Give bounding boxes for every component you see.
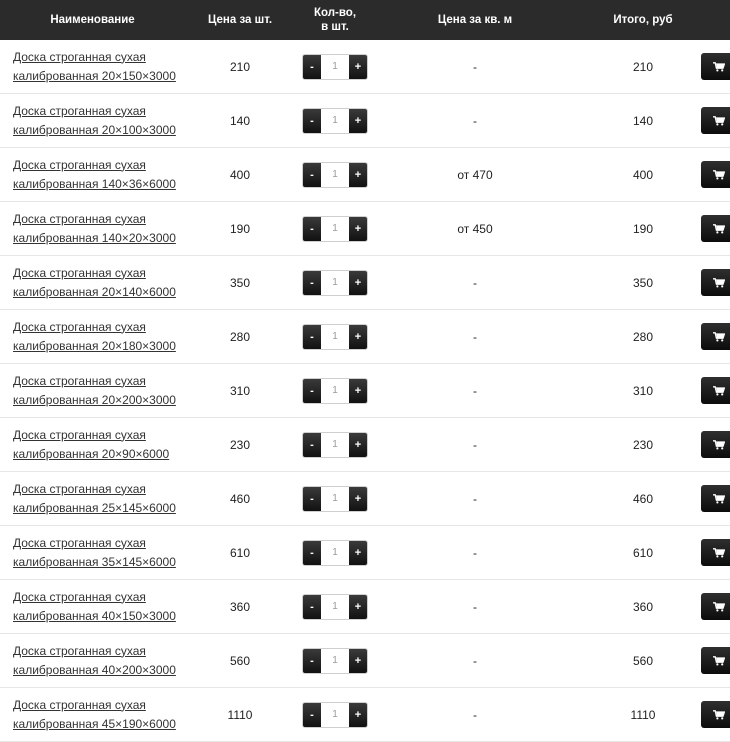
product-link[interactable] <box>13 480 185 518</box>
increment-button[interactable]: + <box>349 271 367 295</box>
add-to-cart-button[interactable] <box>701 431 730 458</box>
row-total: 280 <box>632 329 654 344</box>
table-row <box>0 256 730 310</box>
table-header <box>0 0 730 40</box>
price-per-sqm: - <box>473 491 477 506</box>
increment-button[interactable]: + <box>349 379 367 403</box>
quantity-stepper <box>302 108 368 134</box>
shopping-cart-icon <box>713 656 725 666</box>
table-row <box>0 202 730 256</box>
quantity-input[interactable] <box>321 217 349 241</box>
product-name-line1: Доска строганная сухая <box>13 319 146 334</box>
decrement-button[interactable]: - <box>303 703 321 727</box>
header-quantity-line2: в шт. <box>321 21 349 33</box>
decrement-button[interactable]: - <box>303 649 321 673</box>
table-row <box>0 364 730 418</box>
increment-button[interactable]: + <box>349 325 367 349</box>
decrement-button[interactable]: - <box>303 433 321 457</box>
product-link[interactable] <box>13 696 185 734</box>
product-link[interactable] <box>13 372 185 410</box>
increment-button[interactable]: + <box>349 703 367 727</box>
header-price: Цена за шт. <box>207 14 273 26</box>
header-total: Итого, руб <box>613 14 673 26</box>
unit-price: 360 <box>229 599 251 614</box>
price-per-sqm: - <box>473 59 477 74</box>
decrement-button[interactable]: - <box>303 541 321 565</box>
decrement-button[interactable]: - <box>303 271 321 295</box>
product-name-line1: Доска строганная сухая <box>13 49 146 64</box>
row-total: 1110 <box>630 707 656 722</box>
increment-button[interactable]: + <box>349 163 367 187</box>
decrement-button[interactable]: - <box>303 55 321 79</box>
product-name-line2: калиброванная 140×36×6000 <box>13 176 176 191</box>
unit-price: 280 <box>229 329 251 344</box>
table-row <box>0 688 730 742</box>
unit-price: 400 <box>229 167 251 182</box>
shopping-cart-icon <box>713 494 725 504</box>
table-row <box>0 310 730 364</box>
product-name-line1: Доска строганная сухая <box>13 535 146 550</box>
quantity-input[interactable] <box>321 433 349 457</box>
shopping-cart-icon <box>713 116 725 126</box>
product-name-line2: калиброванная 45×190×6000 <box>13 716 176 731</box>
product-name-line2: калиброванная 25×145×6000 <box>13 500 176 515</box>
shopping-cart-icon <box>713 440 725 450</box>
add-to-cart-button[interactable] <box>701 377 730 404</box>
shopping-cart-icon <box>713 710 725 720</box>
product-name-line2: калиброванная 20×150×3000 <box>13 68 176 83</box>
price-per-sqm: - <box>473 113 477 128</box>
product-link[interactable] <box>13 48 185 86</box>
price-per-sqm: - <box>473 599 477 614</box>
product-name-line1: Доска строганная сухая <box>13 211 146 226</box>
row-total: 210 <box>632 59 654 74</box>
row-total: 230 <box>632 437 654 452</box>
product-name-line1: Доска строганная сухая <box>13 481 146 496</box>
product-name-line1: Доска строганная сухая <box>13 427 146 442</box>
price-per-sqm: - <box>473 275 477 290</box>
increment-button[interactable]: + <box>349 55 367 79</box>
table-row <box>0 418 730 472</box>
table-row <box>0 472 730 526</box>
quantity-stepper <box>302 162 368 188</box>
price-per-sqm: от 450 <box>457 221 493 236</box>
product-link[interactable] <box>13 156 185 194</box>
increment-button[interactable]: + <box>349 433 367 457</box>
unit-price: 610 <box>229 545 251 560</box>
quantity-input[interactable] <box>321 541 349 565</box>
quantity-stepper <box>302 216 368 242</box>
shopping-cart-icon <box>713 224 725 234</box>
price-per-sqm: - <box>473 383 477 398</box>
row-total: 140 <box>632 113 654 128</box>
header-quantity-line1: Кол-во, <box>313 7 357 19</box>
table-row <box>0 634 730 688</box>
unit-price: 190 <box>229 221 251 236</box>
row-total: 360 <box>632 599 654 614</box>
decrement-button[interactable]: - <box>303 325 321 349</box>
increment-button[interactable]: + <box>349 541 367 565</box>
add-to-cart-button[interactable] <box>701 323 730 350</box>
quantity-stepper <box>302 648 368 674</box>
price-per-sqm: - <box>473 329 477 344</box>
quantity-input[interactable] <box>321 271 349 295</box>
product-name-line2: калиброванная 35×145×6000 <box>13 554 176 569</box>
add-to-cart-button[interactable] <box>701 53 730 80</box>
product-name-line2: калиброванная 20×200×3000 <box>13 392 176 407</box>
add-to-cart-button[interactable] <box>701 593 730 620</box>
shopping-cart-icon <box>713 332 725 342</box>
unit-price: 1110 <box>227 707 253 722</box>
row-total: 560 <box>632 653 654 668</box>
product-name-line1: Доска строганная сухая <box>13 697 146 712</box>
quantity-input[interactable] <box>321 163 349 187</box>
product-name-line2: калиброванная 140×20×3000 <box>13 230 176 245</box>
quantity-stepper <box>302 432 368 458</box>
quantity-input[interactable] <box>321 109 349 133</box>
shopping-cart-icon <box>713 386 725 396</box>
quantity-stepper <box>302 324 368 350</box>
quantity-stepper <box>302 54 368 80</box>
table-body <box>0 40 730 742</box>
add-to-cart-button[interactable] <box>701 701 730 728</box>
add-to-cart-button[interactable] <box>701 539 730 566</box>
shopping-cart-icon <box>713 62 725 72</box>
product-link[interactable] <box>13 102 185 140</box>
product-name-line1: Доска строганная сухая <box>13 589 146 604</box>
product-name-line2: калиброванная 40×200×3000 <box>13 662 176 677</box>
product-name-line2: калиброванная 20×140×6000 <box>13 284 176 299</box>
product-link[interactable] <box>13 264 185 302</box>
product-link[interactable] <box>13 642 185 680</box>
header-name: Наименование <box>50 14 135 26</box>
row-total: 310 <box>632 383 654 398</box>
decrement-button[interactable]: - <box>303 595 321 619</box>
unit-price: 210 <box>229 59 251 74</box>
decrement-button[interactable]: - <box>303 109 321 133</box>
add-to-cart-button[interactable] <box>701 161 730 188</box>
increment-button[interactable]: + <box>349 217 367 241</box>
table-row <box>0 94 730 148</box>
unit-price: 230 <box>229 437 251 452</box>
product-name-line1: Доска строганная сухая <box>13 157 146 172</box>
product-name-line2: калиброванная 20×100×3000 <box>13 122 176 137</box>
shopping-cart-icon <box>713 602 725 612</box>
row-total: 350 <box>632 275 654 290</box>
quantity-input[interactable] <box>321 487 349 511</box>
quantity-stepper <box>302 378 368 404</box>
add-to-cart-button[interactable] <box>701 647 730 674</box>
shopping-cart-icon <box>713 278 725 288</box>
row-total: 400 <box>632 167 654 182</box>
row-total: 190 <box>632 221 654 236</box>
product-link[interactable] <box>13 588 185 626</box>
decrement-button[interactable]: - <box>303 487 321 511</box>
header-price-per-sqm: Цена за кв. м <box>437 14 513 26</box>
add-to-cart-button[interactable] <box>701 269 730 296</box>
quantity-input[interactable] <box>321 55 349 79</box>
price-per-sqm: - <box>473 653 477 668</box>
product-name-line2: калиброванная 20×90×6000 <box>13 446 170 461</box>
product-link[interactable] <box>13 426 185 464</box>
product-name-line1: Доска строганная сухая <box>13 373 146 388</box>
product-name-line1: Доска строганная сухая <box>13 103 146 118</box>
increment-button[interactable]: + <box>349 487 367 511</box>
add-to-cart-button[interactable] <box>701 485 730 512</box>
quantity-input[interactable] <box>321 649 349 673</box>
quantity-stepper <box>302 486 368 512</box>
quantity-stepper <box>302 594 368 620</box>
product-name-line1: Доска строганная сухая <box>13 643 146 658</box>
product-link[interactable] <box>13 534 185 572</box>
increment-button[interactable]: + <box>349 595 367 619</box>
unit-price: 310 <box>229 383 251 398</box>
decrement-button[interactable]: - <box>303 217 321 241</box>
increment-button[interactable]: + <box>349 649 367 673</box>
shopping-cart-icon <box>713 548 725 558</box>
add-to-cart-button[interactable] <box>701 215 730 242</box>
quantity-stepper <box>302 270 368 296</box>
quantity-stepper <box>302 702 368 728</box>
unit-price: 140 <box>229 113 251 128</box>
product-name-line1: Доска строганная сухая <box>13 265 146 280</box>
quantity-stepper <box>302 540 368 566</box>
table-row <box>0 526 730 580</box>
add-to-cart-button[interactable] <box>701 107 730 134</box>
product-link[interactable] <box>13 318 185 356</box>
price-per-sqm: от 470 <box>457 167 493 182</box>
quantity-input[interactable] <box>321 379 349 403</box>
quantity-input[interactable] <box>321 325 349 349</box>
table-row <box>0 40 730 94</box>
quantity-input[interactable] <box>321 595 349 619</box>
unit-price: 560 <box>229 653 251 668</box>
price-per-sqm: - <box>473 437 477 452</box>
price-per-sqm: - <box>473 707 477 722</box>
unit-price: 350 <box>229 275 251 290</box>
product-name-line2: калиброванная 20×180×3000 <box>13 338 176 353</box>
price-per-sqm: - <box>473 545 477 560</box>
table-row <box>0 148 730 202</box>
table-row <box>0 580 730 634</box>
increment-button[interactable]: + <box>349 109 367 133</box>
header-quantity <box>295 6 375 34</box>
row-total: 610 <box>632 545 654 560</box>
quantity-input[interactable] <box>321 703 349 727</box>
decrement-button[interactable]: - <box>303 379 321 403</box>
shopping-cart-icon <box>713 170 725 180</box>
product-link[interactable] <box>13 210 185 248</box>
unit-price: 460 <box>229 491 251 506</box>
row-total: 460 <box>632 491 654 506</box>
decrement-button[interactable]: - <box>303 163 321 187</box>
product-name-line2: калиброванная 40×150×3000 <box>13 608 176 623</box>
